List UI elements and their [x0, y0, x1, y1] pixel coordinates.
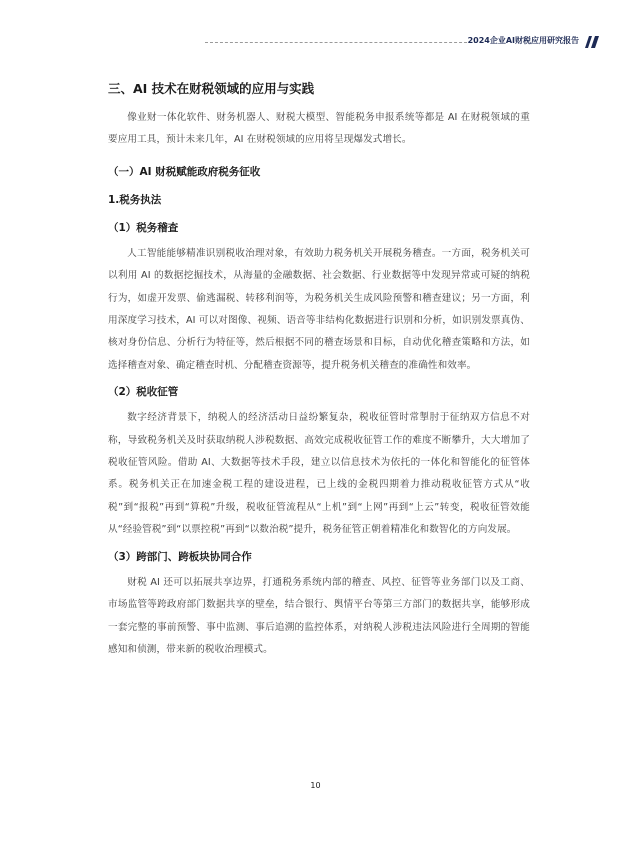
header-dashed-rule	[205, 42, 477, 43]
item-text-tax-collection: 数字经济背景下，纳税人的经济活动日益纷繁复杂，税收征管时常掣肘于征纳双方信息不对称，导致税务机关及时获取纳税人涉税数据、高效完成税收征管工作的难度不断攀升，大大增加了税收征管风险。借助 AI、大数据等技术手段，建立以信息技术为依托的一体化和智能化的征管体系。税务机关正在加速金税工程的建设进程，已上线的金税四期着力推动税收征管方式从“收税”到“报税”再到“算税”升级，税收征管流程从“上机”到“上网”再到“上云”转变，税收征管效能从“经验管税”到“以票控税”再到“以数治税”提升，税务征管正朝着精准化和数智化的方向发展。	[108, 412, 530, 536]
item-heading-tax-collection: （2）税收征管	[108, 386, 179, 399]
section-title: 三、AI 技术在财税领域的应用与实践	[108, 81, 315, 96]
item-heading-tax-audit: （1）税务稽查	[108, 221, 179, 234]
item-heading-cross-department: （3）跨部门、跨板块协同合作	[108, 550, 252, 563]
page-number: 10	[310, 781, 321, 790]
sub-subsection-title: 1.税务执法	[108, 193, 162, 206]
page-content	[108, 68, 530, 661]
intro-paragraph: 像业财一体化软件、财务机器人、财税大模型、智能税务申报系统等都是 AI 在财税领域的重要应用工具，预计未来几年，AI 在财税领域的应用将呈现爆发式增长。	[108, 112, 530, 146]
page-header	[205, 34, 609, 50]
header-title: 2024企业AI财税应用研究报告	[467, 36, 579, 45]
item-text-cross-department: 财税 AI 还可以拓展共享边界，打通税务系统内部的稽查、风控、征管等业务部门以及工商、市场监管等跨政府部门数据共享的壁垒，结合银行、舆情平台等第三方部门的数据共享，能够形成一套完整的事前预警、事中监测、事后追溯的监控体系，对纳税人涉税违法风险进行全周期的智能感知和侦测，带来新的税收治理模式。	[108, 576, 530, 655]
subsection-title: （一）AI 财税赋能政府税务征收	[108, 165, 261, 178]
header-slash-mark-icon	[585, 36, 599, 48]
item-text-tax-audit: 人工智能能够精准识别税收治理对象，有效助力税务机关开展税务稽查。一方面，税务机关可以利用 AI 的数据挖掘技术，从海量的金融数据、社会数据、行业数据等中发现异常或可疑的纳税行为，如虚开发票、偷逃漏税、转移利润等，为税务机关生成风险预警和稽查建议；另一方面，利用深度学习技术，AI 可以对图像、视频、语音等非结构化数据进行识别和分析，如识别发票真伪、核对身份信息、分析行为特征等，然后根据不同的稽查场景和目标，自动优化稽查策略和方法，如选择稽查对象、确定稽查时机、分配稽查资源等，提升税务机关稽查的准确性和效率。	[108, 247, 530, 371]
